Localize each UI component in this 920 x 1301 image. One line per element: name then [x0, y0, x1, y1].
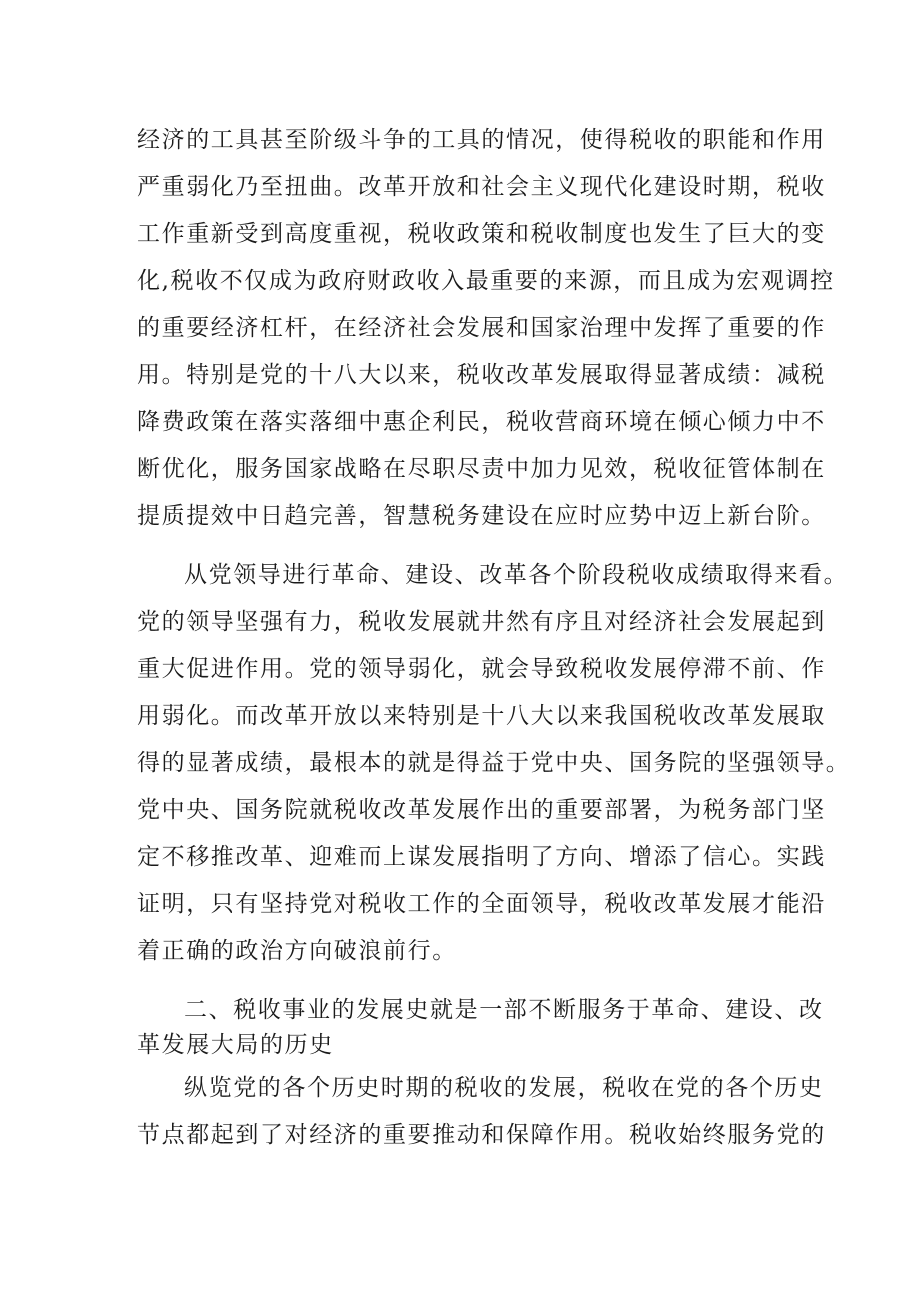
heading-line: 二、税收事业的发展史就是一部不断服务于革命、建设、改: [184, 997, 824, 1023]
paragraph-line: 降费政策在落实落细中惠企利民，税收营商环境在倾心倾力中不: [137, 409, 826, 435]
paragraph-line: 得的显著成绩，最根本的就是得益于党中央、国务院的坚强领导。: [137, 750, 851, 776]
paragraph-line: 从党领导进行革命、建设、改革各个阶段税收成绩取得来看。: [184, 562, 849, 588]
paragraph-line: 定不移推改革、迎难而上谋发展指明了方向、增添了信心。实践: [137, 844, 826, 870]
heading-line: 革发展大局的历史: [137, 1032, 334, 1058]
paragraph-line: 着正确的政治方向破浪前行。: [137, 938, 457, 964]
paragraph-line: 节点都起到了对经济的重要推动和保障作用。税收始终服务党的: [137, 1122, 826, 1148]
paragraph-line: 经济的工具甚至阶级斗争的工具的情况，使得税收的职能和作用: [137, 127, 826, 153]
paragraph-line: 党中央、国务院就税收改革发展作出的重要部署，为税务部门坚: [137, 797, 826, 823]
paragraph-line: 证明，只有坚持党对税收工作的全面领导，税收改革发展才能沿: [137, 891, 826, 917]
paragraph-line: 断优化，服务国家战略在尽职尽责中加力见效，税收征管体制在: [137, 456, 826, 482]
paragraph-line: 严重弱化乃至扭曲。改革开放和社会主义现代化建设时期，税收: [137, 174, 826, 200]
paragraph-line: 的重要经济杠杆，在经济社会发展和国家治理中发挥了重要的作: [137, 315, 826, 341]
paragraph-line: 用弱化。而改革开放以来特别是十八大以来我国税收改革发展取: [137, 703, 826, 729]
paragraph-line: 重大促进作用。党的领导弱化，就会导致税收发展停滞不前、作: [137, 656, 826, 682]
paragraph-line: 纵览党的各个历史时期的税收的发展，税收在党的各个历史: [184, 1075, 824, 1101]
paragraph-line: 化,税收不仅成为政府财政收入最重要的来源，而且成为宏观调控: [137, 268, 835, 294]
paragraph-line: 工作重新受到高度重视，税收政策和税收制度也发生了巨大的变: [137, 221, 826, 247]
paragraph-line: 党的领导坚强有力，税收发展就井然有序且对经济社会发展起到: [137, 609, 826, 635]
paragraph-line: 提质提效中日趋完善，智慧税务建设在应时应势中迈上新台阶。: [137, 503, 826, 529]
paragraph-line: 用。特别是党的十八大以来，税收改革发展取得显著成绩：减税: [137, 362, 826, 388]
